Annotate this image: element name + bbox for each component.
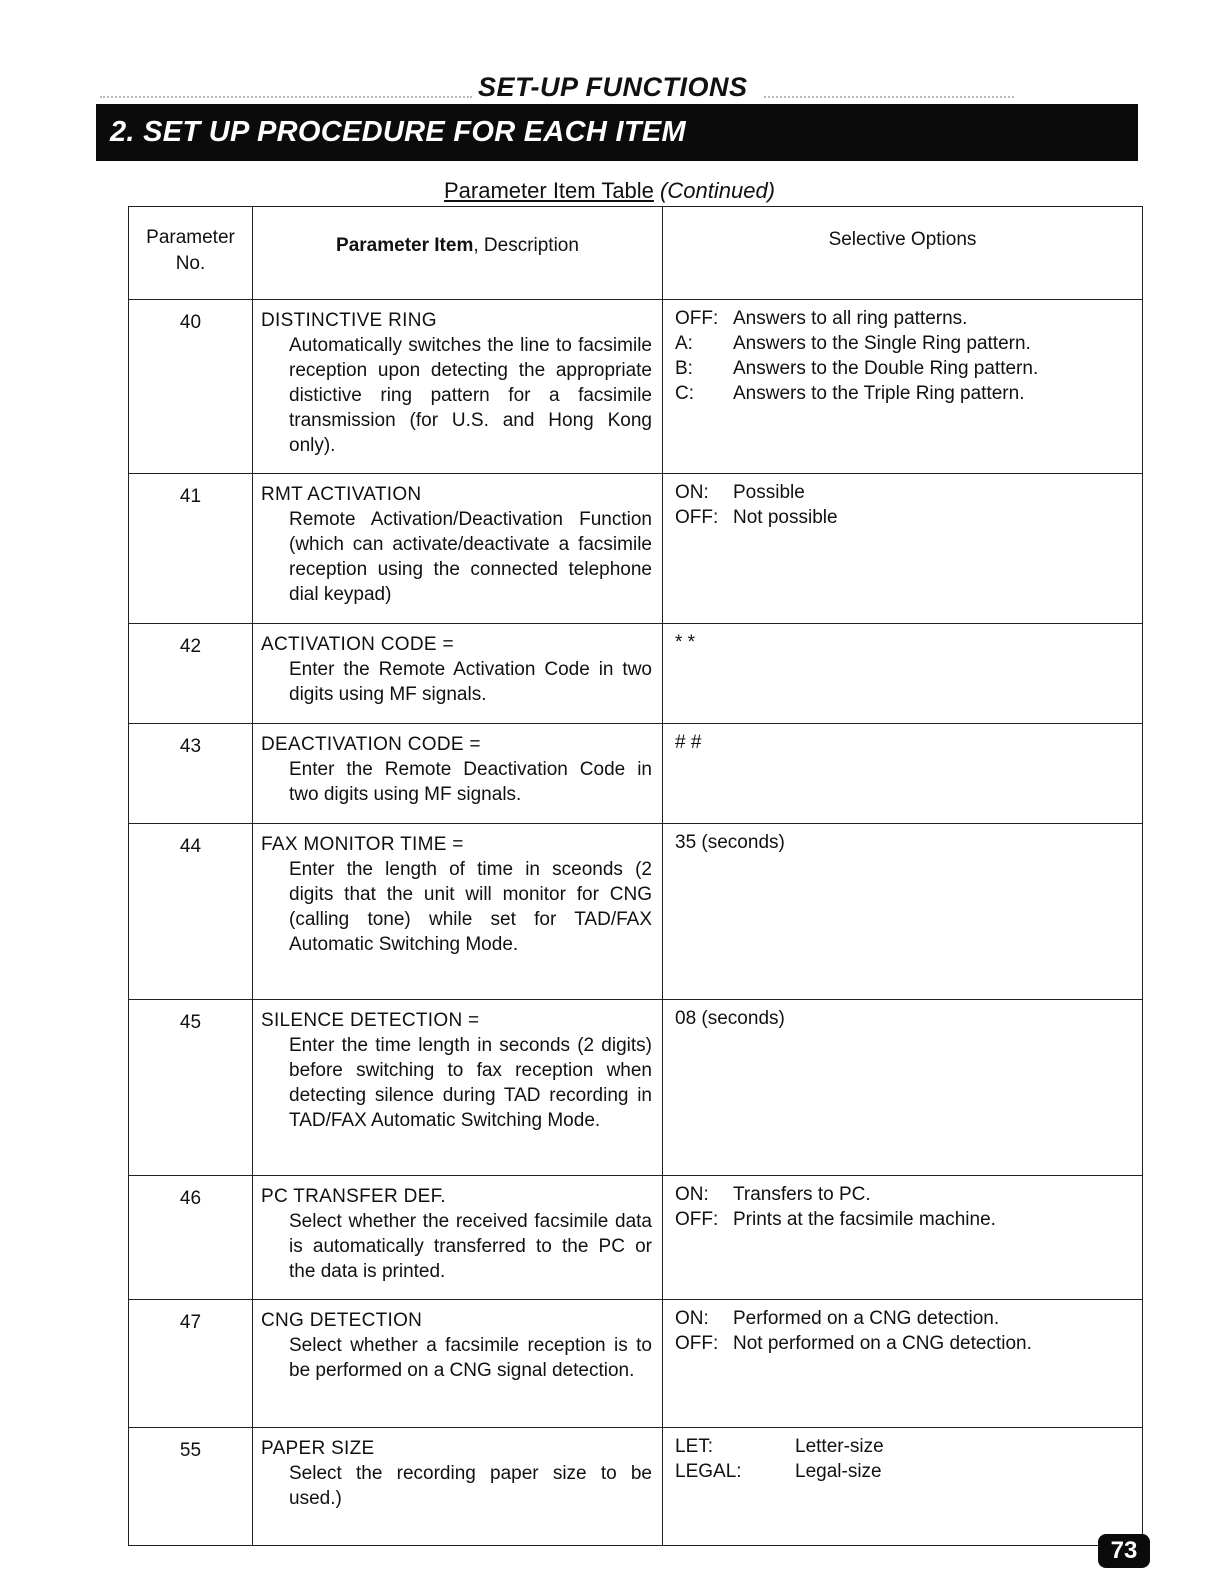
table-row <box>129 1300 1143 1428</box>
option-item <box>675 1182 1134 1207</box>
table-header-row <box>129 207 1143 300</box>
param-number: 40 <box>129 300 253 474</box>
param-number: 44 <box>129 824 253 1000</box>
table-row <box>129 1000 1143 1176</box>
table-caption <box>444 178 775 204</box>
option-value: * * <box>675 632 696 653</box>
param-options-cell <box>663 1300 1143 1428</box>
param-description: Select the recording paper size to be used.) <box>289 1463 652 1509</box>
param-description-cell <box>253 724 663 824</box>
param-name: PC TRANSFER DEF. <box>261 1186 446 1207</box>
param-options-cell <box>663 300 1143 474</box>
option-value: Answers to the Single Ring pattern. <box>733 333 1031 354</box>
param-name: DISTINCTIVE RING <box>261 310 437 331</box>
option-key: A: <box>675 333 693 354</box>
header-param-no-line2: No. <box>175 253 206 274</box>
option-item <box>675 1331 1134 1356</box>
param-name: RMT ACTIVATION <box>261 484 422 505</box>
param-number: 43 <box>129 724 253 824</box>
option-value: Legal-size <box>795 1461 882 1482</box>
param-options-cell <box>663 724 1143 824</box>
option-value: Transfers to PC. <box>733 1184 871 1205</box>
param-name: SILENCE DETECTION = <box>261 1010 480 1031</box>
param-description-cell <box>253 624 663 724</box>
param-description-cell <box>253 1300 663 1428</box>
option-item <box>675 505 1134 530</box>
param-name: PAPER SIZE <box>261 1438 375 1459</box>
header-param-item <box>253 207 663 300</box>
caption-suffix: (Continued) <box>660 178 775 203</box>
option-value: Answers to all ring patterns. <box>733 308 968 329</box>
option-item <box>675 331 1134 356</box>
param-number: 55 <box>129 1428 253 1546</box>
table-row <box>129 300 1143 474</box>
param-name: CNG DETECTION <box>261 1310 423 1331</box>
param-options-cell <box>663 474 1143 624</box>
option-key: OFF: <box>675 1333 719 1354</box>
param-number: 42 <box>129 624 253 724</box>
param-description: Automatically switches the line to facsimile reception upon detecting the appropriate distictive ring pattern for a facsimile transmission (for U.S. and Hong Kong only). <box>289 335 652 456</box>
param-description: Remote Activation/Deactivation Function (which can activate/deactivate a facsimile reception using the connected telephone dial keypad) <box>289 509 652 605</box>
option-key: OFF: <box>675 308 719 329</box>
param-description: Select whether a facsimile reception is to be performed on a CNG signal detection. <box>289 1335 652 1381</box>
table-row <box>129 724 1143 824</box>
table-row <box>129 1176 1143 1300</box>
option-item <box>675 306 1134 331</box>
option-key: ON: <box>675 1308 709 1329</box>
param-description: Enter the Remote Deactivation Code in two digits using MF signals. <box>289 759 652 805</box>
option-value: Answers to the Double Ring pattern. <box>733 358 1039 379</box>
section-title: SET-UP FUNCTIONS <box>478 72 748 102</box>
header-item-bold: Parameter Item <box>336 235 474 256</box>
option-value: Answers to the Triple Ring pattern. <box>733 383 1025 404</box>
param-description-cell <box>253 474 663 624</box>
option-key: OFF: <box>675 507 719 528</box>
section-banner <box>96 104 1138 161</box>
table-row <box>129 1428 1143 1546</box>
page-number: 73 <box>1098 1534 1150 1568</box>
header-rule-right <box>764 96 1014 100</box>
header-param-no-line1: Parameter <box>146 227 235 248</box>
param-number: 47 <box>129 1300 253 1428</box>
option-value: Not performed on a CNG detection. <box>733 1333 1032 1354</box>
caption-title: Parameter Item Table <box>444 178 654 203</box>
table-row <box>129 474 1143 624</box>
param-number: 45 <box>129 1000 253 1176</box>
param-number: 41 <box>129 474 253 624</box>
header-param-no <box>129 207 253 300</box>
param-options-cell <box>663 824 1143 1000</box>
param-options-cell <box>663 1428 1143 1546</box>
param-description: Enter the time length in seconds (2 digits) before switching to fax reception when detecting silence during TAD recording in TAD/FAX Automatic Switching Mode. <box>289 1035 652 1131</box>
param-name: FAX MONITOR TIME = <box>261 834 464 855</box>
param-options-cell <box>663 1176 1143 1300</box>
option-key: B: <box>675 358 693 379</box>
option-key: ON: <box>675 482 709 503</box>
header-item-rest: , Description <box>473 235 579 256</box>
option-value: Letter-size <box>795 1436 884 1457</box>
option-key: LET: <box>675 1436 714 1457</box>
param-description: Enter the length of time in sceonds (2 digits that the unit will monitor for CNG (calling tone) while set for TAD/FAX Automatic Switching Mode. <box>289 859 652 955</box>
option-key: ON: <box>675 1184 709 1205</box>
option-item <box>675 1207 1134 1232</box>
option-item <box>675 1459 1134 1484</box>
option-key: LEGAL: <box>675 1461 742 1482</box>
option-key: OFF: <box>675 1209 719 1230</box>
header-rule-left <box>100 96 472 100</box>
param-description-cell <box>253 300 663 474</box>
param-options-cell <box>663 1000 1143 1176</box>
param-name: DEACTIVATION CODE = <box>261 734 481 755</box>
option-item <box>675 381 1134 406</box>
banner-title: 2. SET UP PROCEDURE FOR EACH ITEM <box>110 116 686 148</box>
parameter-table <box>128 206 1143 1546</box>
param-description-cell <box>253 1000 663 1176</box>
option-value: Possible <box>733 482 805 503</box>
param-description-cell <box>253 1428 663 1546</box>
option-value: 08 (seconds) <box>675 1008 785 1029</box>
option-item <box>675 480 1134 505</box>
option-item <box>675 356 1134 381</box>
param-number: 46 <box>129 1176 253 1300</box>
option-item <box>675 1306 1134 1331</box>
option-value: Prints at the facsimile machine. <box>733 1209 996 1230</box>
option-value: 35 (seconds) <box>675 832 785 853</box>
param-description-cell <box>253 1176 663 1300</box>
option-value: Performed on a CNG detection. <box>733 1308 1000 1329</box>
table-row <box>129 624 1143 724</box>
param-description-cell <box>253 824 663 1000</box>
option-key: C: <box>675 383 694 404</box>
param-options-cell <box>663 624 1143 724</box>
param-description: Enter the Remote Activation Code in two digits using MF signals. <box>289 659 652 705</box>
param-description: Select whether the received facsimile data is automatically transferred to the PC or the data is printed. <box>289 1211 652 1282</box>
option-value: Not possible <box>733 507 838 528</box>
option-value: # # <box>675 732 702 753</box>
table-row <box>129 824 1143 1000</box>
param-name: ACTIVATION CODE = <box>261 634 454 655</box>
header-options: Selective Options <box>663 207 1143 300</box>
option-item <box>675 1434 1134 1459</box>
